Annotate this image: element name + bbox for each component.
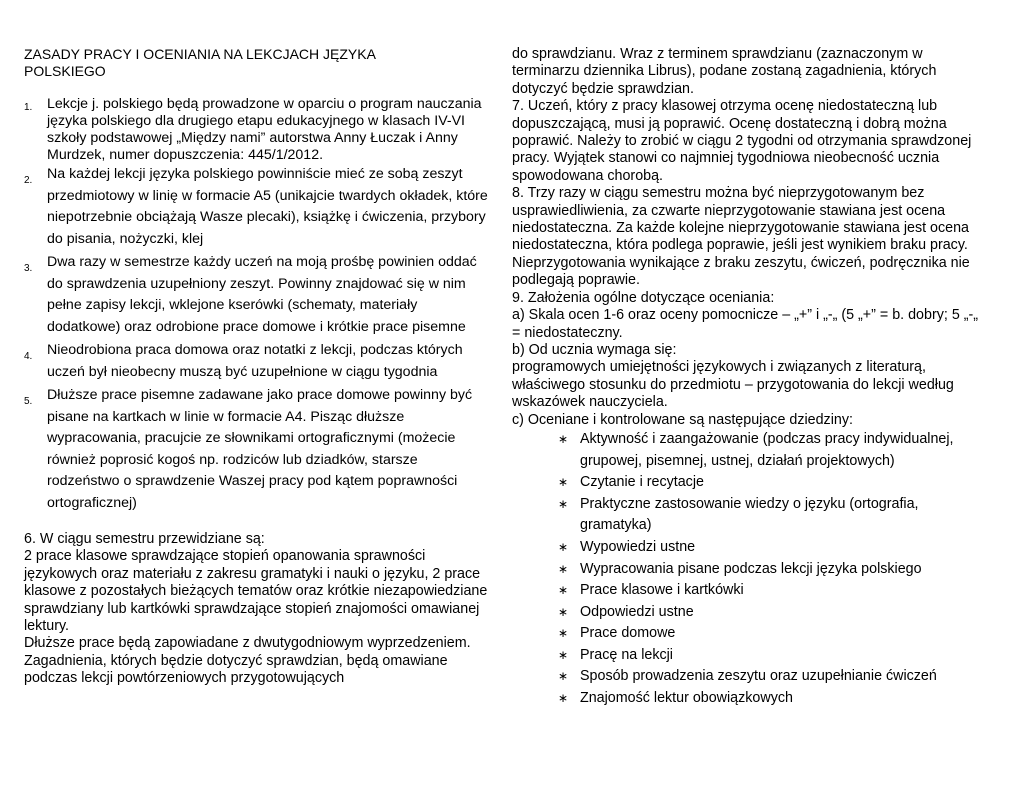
list-number: 3. [24,263,33,274]
list-item [24,252,492,338]
domain-text: Praktyczne zastosowanie wiedzy o języku (ortografia, gramatyka) [580,495,919,534]
section-6-text-2: Dłuższe prace będą zapowiadane z dwutygodniowym wyprzedzeniem. Zagadnienia, których będzie dotyczyć sprawdzian, będą omawiane podczas lekcji powtórzeniowych przygotowujących [24,635,471,687]
list-item [558,537,982,559]
domain-text: Wypowiedzi ustne [580,538,696,555]
section-9a: a) Skala ocen 1-6 oraz oceny pomocnicze – „+” i „-„ (5 „+” = b. dobry; 5 „-„ = niedostateczny. [512,307,979,341]
domain-text: Czytanie i recytacje [580,474,704,491]
bullet-icon: ∗ [558,647,569,662]
domain-text: Prace domowe [580,625,676,642]
list-item-text: Nieodrobiona praca domowa oraz notatki z lekcji, podczas których uczeń był nieobecny muszą być uzupełnione w ciągu tygodnia [47,342,463,380]
list-item [558,623,982,645]
domain-text: Odpowiedzi ustne [580,603,694,620]
page-title: ZASADY PRACY I OCENIANIA NA LEKCJACH JĘZYKA POLSKIEGO [24,46,376,79]
domain-text: Pracę na lekcji [580,646,673,663]
list-item-text: Lekcje j. polskiego będą prowadzone w oparciu o program nauczania języka polskiego dla drugiego etapu edukacyjnego w klasach IV-VI szkoły podstawowej „Między nami” autorstwa Anny Łuczak i Anny Murdzek, numer dopuszczenia: 445/1/2012. [47,96,482,163]
section-6-text: 2 prace klasowe sprawdzające stopień opanowania sprawności językowych oraz materiału z zakresu gramatyki i nauki o języku, 2 prace klasowe z pozostałych bieżących tematów oraz krótkie niezapowiedziane sprawdziany lub kartkówki sprawdzające stopień znajomości omawianej lektury. [24,548,488,635]
domain-text: Wypracowania pisane podczas lekcji języka polskiego [580,560,922,577]
section-9-heading: 9. Założenia ogólne dotyczące oceniania: [512,289,775,306]
bullet-icon: ∗ [558,669,569,684]
list-item [558,688,982,710]
list-item-text: Dłuższe prace pisemne zadawane jako prace domowe powinny być pisane na kartkach w linie w formacie A4. Pisząc dłuższe wypracowania, pracujcie ze słownikami ortograficznymi (możecie również poprosić kogoś np. rodziców lub dziadków, starsze rodzeństwo o sprawdzenie Waszej pracy pod kątem poprawności ortograficznej) [47,387,473,511]
list-number: 2. [24,175,33,186]
section-6-heading: 6. W ciągu semestru przewidziane są: [24,531,265,547]
section-9c: c) Oceniane i kontrolowane są następujące dziedziny: [512,411,853,428]
assessed-domains-list [512,429,982,710]
list-item [24,340,492,383]
list-item [558,580,982,602]
list-item-text: Dwa razy w semestrze każdy uczeń na moją prośbę powinien oddać do sprawdzenia uzupełniony zeszyt. Powinny znajdować się w nim pełne zapisy lekcji, wklejone kserówki (schematy, materiały dodatkowe) oraz odrobione prace domowe i krótkie prace pisemne [47,254,477,335]
bullet-icon: ∗ [558,496,569,511]
bullet-icon: ∗ [558,431,569,446]
list-item [24,164,492,250]
bullet-icon: ∗ [558,475,569,490]
bullet-icon: ∗ [558,626,569,641]
list-item [558,602,982,624]
list-item [558,666,982,688]
section-9b-text: programowych umiejętności językowych i związanych z literaturą, właściwego stosunku do przedmiotu – przygotowania do lekcji według wskazówek nauczyciela. [512,359,954,411]
list-item [558,645,982,667]
list-item [558,559,982,581]
list-number: 4. [24,351,33,362]
list-item [558,494,982,537]
list-number: 1. [24,102,33,113]
continuation-text: do sprawdzianu. Wraz z terminem sprawdzianu (zaznaczonym w terminarzu dziennika Librus), podane zostaną zagadnienia, których dotyczyć będzie sprawdzian. [512,46,937,97]
bullet-icon: ∗ [558,604,569,619]
rules-list [24,96,492,514]
list-item [24,96,492,164]
left-column [24,46,492,688]
section-8: 8. Trzy razy w ciągu semestru można być nieprzygotowanym bez usprawiedliwienia, za czwarte nieprzygotowanie stawiana jest ocena niedostateczna. Za każde kolejne nieprzygotowanie stawiana jest ocena niedostateczna, która podlega poprawie, jeśli jest wynikiem braku pracy. Nieprzygotowania wynikające z braku zeszytu, ćwiczeń, podręcznika nie podlegają poprawie. [512,185,970,289]
list-item [558,472,982,494]
list-item [558,429,982,472]
bullet-icon: ∗ [558,583,569,598]
domain-text: Sposób prowadzenia zeszytu oraz uzupełnianie ćwiczeń [580,668,937,685]
section-7: 7. Uczeń, który z pracy klasowej otrzyma ocenę niedostateczną lub dopuszczającą, musi ją poprawić. Ocenę dostateczną i dobrą można poprawić. Należy to zrobić w ciągu 2 tygodni od otrzymania sprawdzonej pracy. Wyjątek stanowi co najmniej tygodniowa nieobecność ucznia spowodowana chorobą. [512,98,972,184]
domain-text: Prace klasowe i kartkówki [580,582,744,599]
list-item [24,385,492,514]
right-column [512,46,982,710]
domain-text: Aktywność i zaangażowanie (podczas pracy indywidualnej, grupowej, pisemnej, ustnej, działań projektowych) [580,430,954,469]
bullet-icon: ∗ [558,691,569,706]
section-9b: b) Od ucznia wymaga się: [512,341,677,358]
section-6 [24,531,492,688]
list-number: 5. [24,396,33,407]
list-item-text: Na każdej lekcji języka polskiego powinniście mieć ze sobą zeszyt przedmiotowy w linię w formacie A5 (unikajcie twardych okładek, które niepotrzebnie obciążają Wasze plecaki), książkę i ćwiczenia, przybory do pisania, nożyczki, klej [47,166,488,247]
bullet-icon: ∗ [558,539,569,554]
domain-text: Znajomość lektur obowiązkowych [580,690,793,707]
bullet-icon: ∗ [558,561,569,576]
